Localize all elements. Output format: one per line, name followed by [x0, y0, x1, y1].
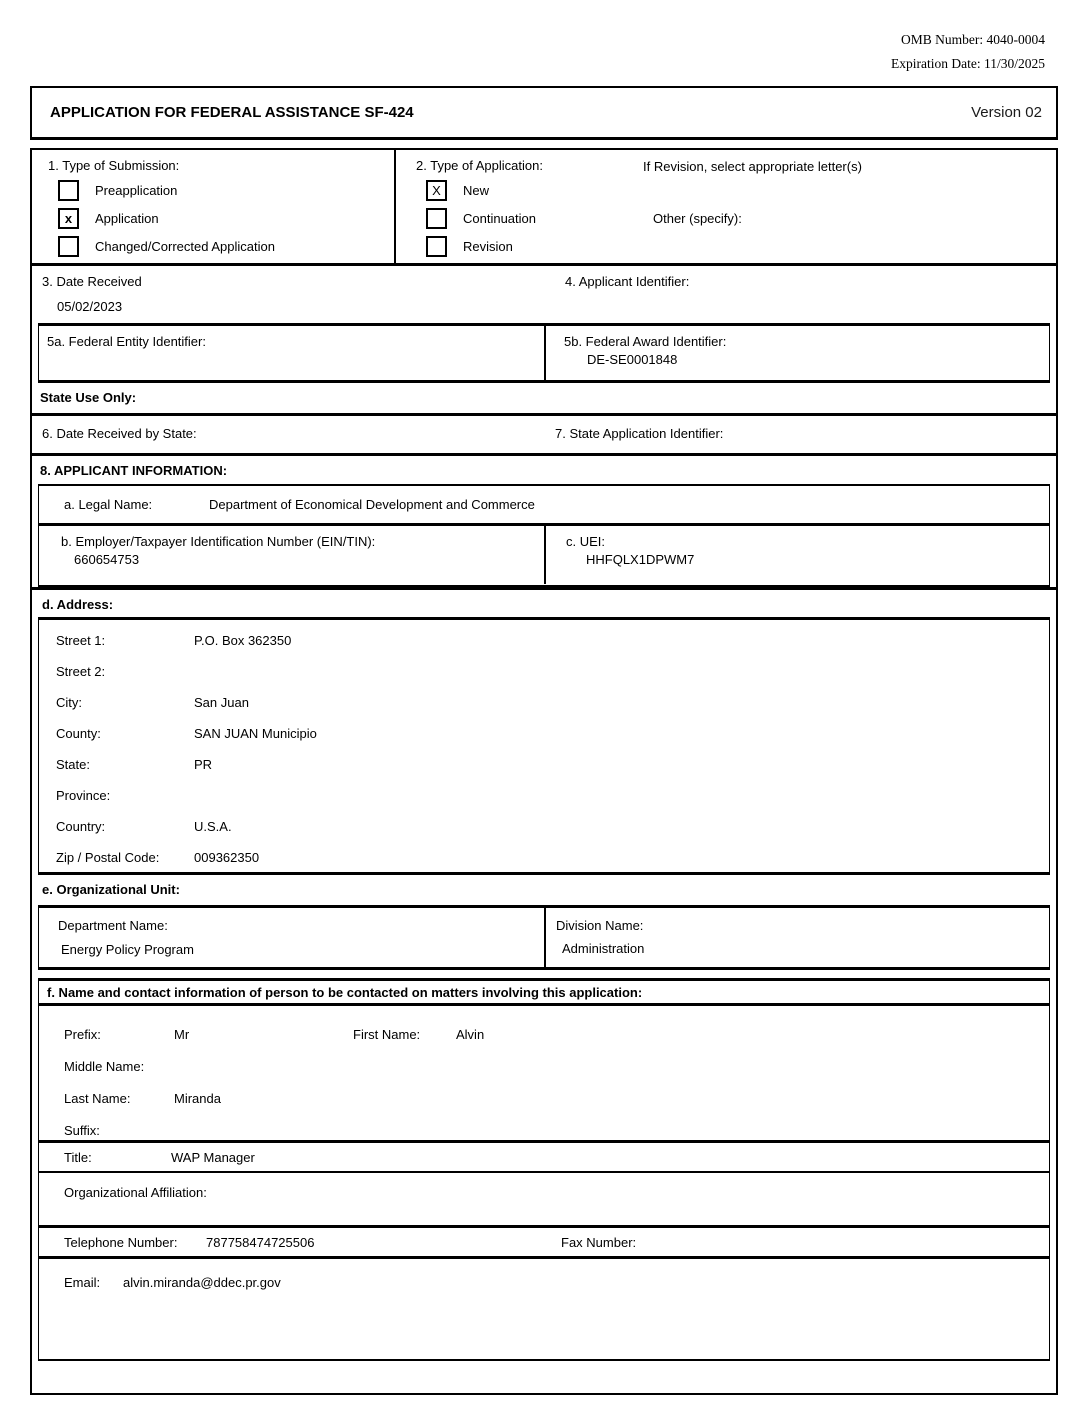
city-row	[39, 687, 1049, 718]
city-label: City:	[56, 695, 82, 710]
street2-row	[39, 656, 1049, 687]
title-row	[39, 1143, 1049, 1173]
street1-label: Street 1:	[56, 633, 106, 648]
state-use-only-header: State Use Only:	[40, 390, 137, 405]
preapplication-label: Preapplication	[95, 183, 178, 198]
checkbox-row-revision	[426, 236, 1056, 257]
changed-corrected-label: Changed/Corrected Application	[95, 239, 275, 254]
org-affiliation-row	[39, 1173, 1049, 1228]
form-title: APPLICATION FOR FEDERAL ASSISTANCE SF-424	[50, 104, 414, 121]
ein-label: b. Employer/Taxpayer Identification Number (EIN/TIN):	[61, 534, 376, 549]
country-value[interactable]: U.S.A.	[194, 819, 232, 834]
department-cell	[39, 908, 546, 967]
division-name-value[interactable]: Administration	[562, 941, 645, 956]
zip-value[interactable]: 009362350	[194, 850, 260, 865]
email-row	[39, 1259, 1049, 1359]
suffix-label: Suffix:	[64, 1122, 100, 1138]
checkbox-row-application	[58, 208, 394, 229]
omb-number: OMB Number: 4040-0004	[901, 32, 1045, 47]
state-row	[39, 749, 1049, 780]
federal-entity-identifier-cell	[39, 326, 546, 380]
checkbox-row-new	[426, 180, 1056, 201]
uei-cell	[546, 526, 1049, 584]
state-label: State:	[56, 757, 90, 772]
country-row	[39, 811, 1049, 842]
address-box	[38, 617, 1050, 875]
legal-name-row	[39, 486, 1049, 523]
date-received-by-state-label: 6. Date Received by State:	[42, 426, 197, 441]
date-received-label: 3. Date Received	[42, 274, 142, 289]
email-label: Email:	[64, 1275, 101, 1290]
prefix-value[interactable]: Mr	[174, 1026, 190, 1042]
ein-uei-row	[39, 523, 1049, 584]
division-name-label: Division Name:	[556, 918, 644, 933]
department-name-label: Department Name:	[58, 918, 168, 933]
form-body	[30, 148, 1058, 1395]
address-header: d. Address:	[32, 587, 1056, 617]
legal-name-label: a. Legal Name:	[64, 497, 153, 512]
province-row	[39, 780, 1049, 811]
changed-corrected-checkbox[interactable]	[58, 236, 79, 257]
division-cell	[546, 908, 1049, 967]
telephone-label: Telephone Number:	[64, 1234, 178, 1250]
uei-value[interactable]: HHFQLX1DPWM7	[586, 552, 695, 567]
org-unit-box	[38, 905, 1050, 970]
street1-row	[39, 625, 1049, 656]
checkbox-row-changed-corrected	[58, 236, 394, 257]
legal-name-value[interactable]: Department of Economical Development and Commerce	[209, 497, 535, 512]
federal-award-identifier-value[interactable]: DE-SE0001848	[587, 352, 678, 367]
preapplication-checkbox[interactable]	[58, 180, 79, 201]
org-unit-header: e. Organizational Unit:	[42, 882, 180, 897]
legal-ein-uei-box	[38, 484, 1050, 587]
state-application-identifier-label: 7. State Application Identifier:	[555, 426, 724, 441]
county-row	[39, 718, 1049, 749]
title-value[interactable]: WAP Manager	[171, 1149, 255, 1165]
middle-name-label: Middle Name:	[64, 1058, 145, 1074]
suffix-row	[39, 1114, 1049, 1146]
applicant-information-header: 8. APPLICANT INFORMATION:	[32, 453, 1056, 484]
omb-block	[891, 28, 1045, 76]
new-checkbox[interactable]: X	[426, 180, 447, 201]
continuation-checkbox[interactable]	[426, 208, 447, 229]
applicant-identifier-label: 4. Applicant Identifier:	[565, 274, 690, 289]
omb-expiration-date: Expiration Date: 11/30/2025	[891, 56, 1045, 71]
first-name-label: First Name:	[353, 1026, 421, 1042]
county-label: County:	[56, 726, 101, 741]
department-name-value[interactable]: Energy Policy Program	[61, 942, 194, 957]
last-name-value[interactable]: Miranda	[174, 1090, 221, 1106]
street2-label: Street 2:	[56, 664, 106, 679]
fax-label: Fax Number:	[561, 1234, 637, 1250]
date-received-value[interactable]: 05/02/2023	[57, 299, 123, 314]
other-specify-label: Other (specify):	[653, 211, 742, 226]
prefix-label: Prefix:	[64, 1026, 101, 1042]
contact-names-block	[39, 1006, 1049, 1143]
revision-note: If Revision, select appropriate letter(s)	[643, 159, 862, 174]
state-value[interactable]: PR	[194, 757, 213, 772]
form-version: Version 02	[971, 104, 1042, 121]
zip-label: Zip / Postal Code:	[56, 850, 160, 865]
revision-label: Revision	[463, 239, 513, 254]
zip-row	[39, 842, 1049, 873]
continuation-label: Continuation	[463, 211, 536, 226]
first-name-value[interactable]: Alvin	[456, 1026, 485, 1042]
county-value[interactable]: SAN JUAN Municipio	[194, 726, 317, 741]
row-submission-application	[32, 150, 1056, 263]
street1-value[interactable]: P.O. Box 362350	[194, 633, 292, 648]
row-date-received	[32, 263, 1056, 323]
last-name-label: Last Name:	[64, 1090, 131, 1106]
country-label: Country:	[56, 819, 106, 834]
telephone-row	[39, 1228, 1049, 1259]
type-of-submission-label: 1. Type of Submission:	[48, 158, 180, 173]
ein-value[interactable]: 660654753	[74, 552, 140, 567]
last-name-row	[39, 1082, 1049, 1114]
form-title-bar	[30, 86, 1058, 140]
row-state-received	[32, 413, 1056, 453]
revision-checkbox[interactable]	[426, 236, 447, 257]
checkbox-row-preapplication	[58, 180, 394, 201]
title-label: Title:	[64, 1149, 92, 1165]
type-of-application-label: 2. Type of Application:	[416, 158, 543, 173]
contact-box	[38, 978, 1050, 1361]
federal-entity-identifier-label: 5a. Federal Entity Identifier:	[47, 334, 206, 349]
city-value[interactable]: San Juan	[194, 695, 249, 710]
email-value[interactable]: alvin.miranda@ddec.pr.gov	[123, 1275, 281, 1290]
uei-label: c. UEI:	[566, 534, 606, 549]
application-label: Application	[95, 211, 159, 226]
type-of-submission-section	[32, 150, 396, 263]
org-affiliation-label: Organizational Affiliation:	[64, 1185, 207, 1200]
checkbox-row-continuation	[426, 208, 1056, 229]
type-of-application-section	[396, 150, 1056, 263]
row-federal-identifiers	[38, 323, 1050, 383]
federal-award-identifier-label: 5b. Federal Award Identifier:	[564, 334, 727, 349]
contact-header: f. Name and contact information of person to be contacted on matters involving this application:	[39, 981, 1049, 1006]
telephone-value[interactable]: 787758474725506	[206, 1234, 315, 1250]
ein-cell	[39, 526, 546, 584]
prefix-row	[39, 1018, 1049, 1050]
federal-award-identifier-cell	[546, 326, 1049, 380]
new-label: New	[463, 183, 490, 198]
middle-name-row	[39, 1050, 1049, 1082]
application-checkbox[interactable]: x	[58, 208, 79, 229]
province-label: Province:	[56, 788, 111, 803]
